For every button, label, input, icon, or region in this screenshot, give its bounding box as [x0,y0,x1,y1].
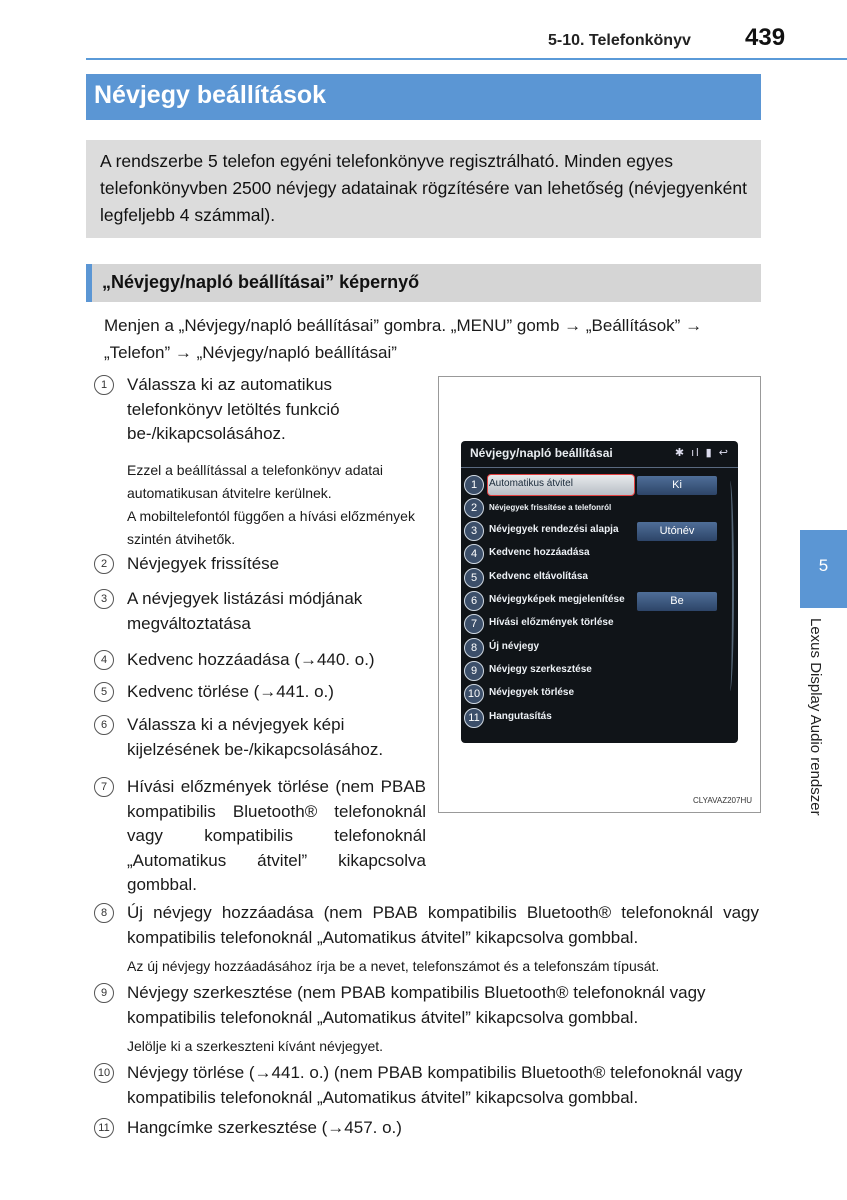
item-text: Névjegy törlése (→441. o.) (nem PBAB kompatibilis Bluetooth® telefonoknál vagy kompatibilis telefonoknál „Automatikus átvitel” kikapcsolva gombbal. [127,1063,743,1107]
page-title: Névjegy beállítások [94,81,327,109]
infotainment-screen [461,441,738,743]
screen-row-remove-favorite[interactable] [461,567,738,590]
screen-row-number: 6 [464,591,484,611]
screen-row-number: 5 [464,568,484,588]
item-text: Hívási előzmények törlése (nem PBAB kompatibilis Bluetooth® telefonoknál vagy kompatibilis telefonoknál „Automatikus átvitel” kikapcsolva gombbal. [127,777,426,894]
item-number: 9 [94,983,114,1003]
list-item-8 [94,901,759,953]
item-text: Névjegy szerkesztése (nem PBAB kompatibilis Bluetooth® telefonoknál vagy kompatibilis telefonoknál „Automatikus átvitel” kikapcsolva gombbal. [127,983,706,1027]
navigation-path: Menjen a „Névjegy/napló beállításai” gombra. „MENU” gomb → „Beállítások” → „Telefon” → „Névjegy/napló beállításai” [104,316,703,362]
list-item-11 [94,1116,759,1142]
screen-row-sort[interactable] [461,520,738,543]
screen-row-voice-tags[interactable] [461,707,738,730]
subheading-bar [86,264,761,302]
intro-text: A rendszerbe 5 telefon egyéni telefonkönyve regisztrálható. Minden egyes telefonkönyvben 2500 névjegy adatainak rögzítésére van lehetőség (névjegyenként legfeljebb 4 számmal). [100,151,747,225]
list-item-6 [94,713,426,765]
item-number: 3 [94,589,114,609]
screen-row-auto-transfer[interactable] [461,474,738,497]
screen-row-delete-contacts[interactable] [461,683,738,706]
item-number: 4 [94,650,114,670]
note-item1-a: Ezzel a beállítással a telefonkönyv adatai automatikusan átvitelre kerülnek. [127,462,384,501]
note-item8: Az új névjegy hozzáadásához írja be a nevet, telefonszámot és a telefonszám típusát. [127,958,660,974]
list-item-1 [94,373,426,453]
screen-row-number: 1 [464,475,484,495]
screen-title: Névjegy/napló beállításai [470,446,613,460]
item-text: Kedvenc hozzáadása (→440. o.) [127,650,375,669]
image-code: CLYAVAZ207HU [693,796,752,805]
intro-box [86,140,761,238]
item-number: 11 [94,1118,114,1138]
screen-row-number: 4 [464,544,484,564]
screen-row-number: 8 [464,638,484,658]
section-title: 5-10. Telefonkönyv [548,32,691,49]
screen-row-update[interactable] [461,497,738,520]
screen-row-value[interactable]: Utónév [637,522,717,541]
item-number: 8 [94,903,114,923]
screen-divider [461,467,738,468]
header-divider [86,58,847,60]
screen-row-label: Kedvenc eltávolítása [489,571,588,582]
screen-row-label: Új névjegy [489,641,540,652]
list-item-7 [94,775,426,895]
screen-row-label: Névjegyek törlése [489,687,575,698]
item-text: Hangcímke szerkesztése (→457. o.) [127,1118,402,1137]
item-text: Új névjegy hozzáadása (nem PBAB kompatibilis Bluetooth® telefonoknál vagy kompatibilis telefonoknál „Automatikus átvitel” kikapcsolva gombbal. [127,903,759,947]
list-item-3 [94,587,426,639]
note-item9: Jelölje ki a szerkeszteni kívánt névjegyet. [127,1038,384,1054]
screen-row-label: Automatikus átvitel [489,478,573,489]
screen-row-label: Névjegyek rendezési alapja [489,524,619,535]
status-icons: ✱ ıl ▮ ↩ [674,447,730,459]
screen-row-value[interactable]: Be [637,592,717,611]
item-text: Névjegyek frissítése [127,554,280,573]
page-header [0,22,847,62]
screen-row-label: Hívási előzmények törlése [489,617,614,628]
screen-row-label: Kedvenc hozzáadása [489,547,590,558]
screen-row-number: 10 [464,684,484,704]
screen-row-number: 9 [464,661,484,681]
item-number: 5 [94,682,114,702]
list-item-5 [94,680,426,706]
screen-row-label: Névjegyképek megjelenítése [489,594,625,605]
page-title-bar [86,74,761,120]
screen-row-new-contact[interactable] [461,637,738,660]
item-text: Válassza ki az automatikus telefonkönyv letöltés funkció be-/kikapcsolásához. [127,375,340,443]
list-item-10 [94,1061,759,1113]
screen-row-label: Névjegy szerkesztése [489,664,592,675]
item-number: 1 [94,375,114,395]
list-item-4 [94,648,426,674]
screen-row-number: 2 [464,498,484,518]
screen-row-label: Névjegyek frissítése a telefonról [489,503,612,512]
chapter-title: Lexus Display Audio rendszer [807,618,824,816]
page-number: 439 [745,24,786,51]
item-text: A névjegyek listázási módjának megváltoztatása [127,589,363,633]
screen-row-photos[interactable] [461,590,738,613]
list-item-2 [94,552,426,578]
note-item1-b: A mobiltelefontól függően a hívási előzmények szintén átvihetők. [127,508,415,547]
item-number: 7 [94,777,114,797]
list-item-9 [94,981,759,1033]
subheading: „Névjegy/napló beállításai” képernyő [102,272,420,292]
item-text: Kedvenc törlése (→441. o.) [127,682,334,701]
screen-row-label: Hangutasítás [489,711,552,722]
chapter-number: 5 [818,556,829,575]
chapter-tab [800,530,847,608]
item-text: Válassza ki a névjegyek képi kijelzésének be-/kikapcsolásához. [127,715,384,759]
screen-row-number: 3 [464,521,484,541]
item-number: 2 [94,554,114,574]
screenshot-figure [438,376,761,813]
screen-row-edit-contact[interactable] [461,660,738,683]
item-number: 10 [94,1063,114,1083]
screen-row-value[interactable]: Ki [637,476,717,495]
scrollbar[interactable] [726,481,734,691]
screen-row-number: 7 [464,614,484,634]
screen-row-add-favorite[interactable] [461,543,738,566]
screen-row-number: 11 [464,708,484,728]
screen-row-clear-history[interactable] [461,613,738,636]
item-number: 6 [94,715,114,735]
